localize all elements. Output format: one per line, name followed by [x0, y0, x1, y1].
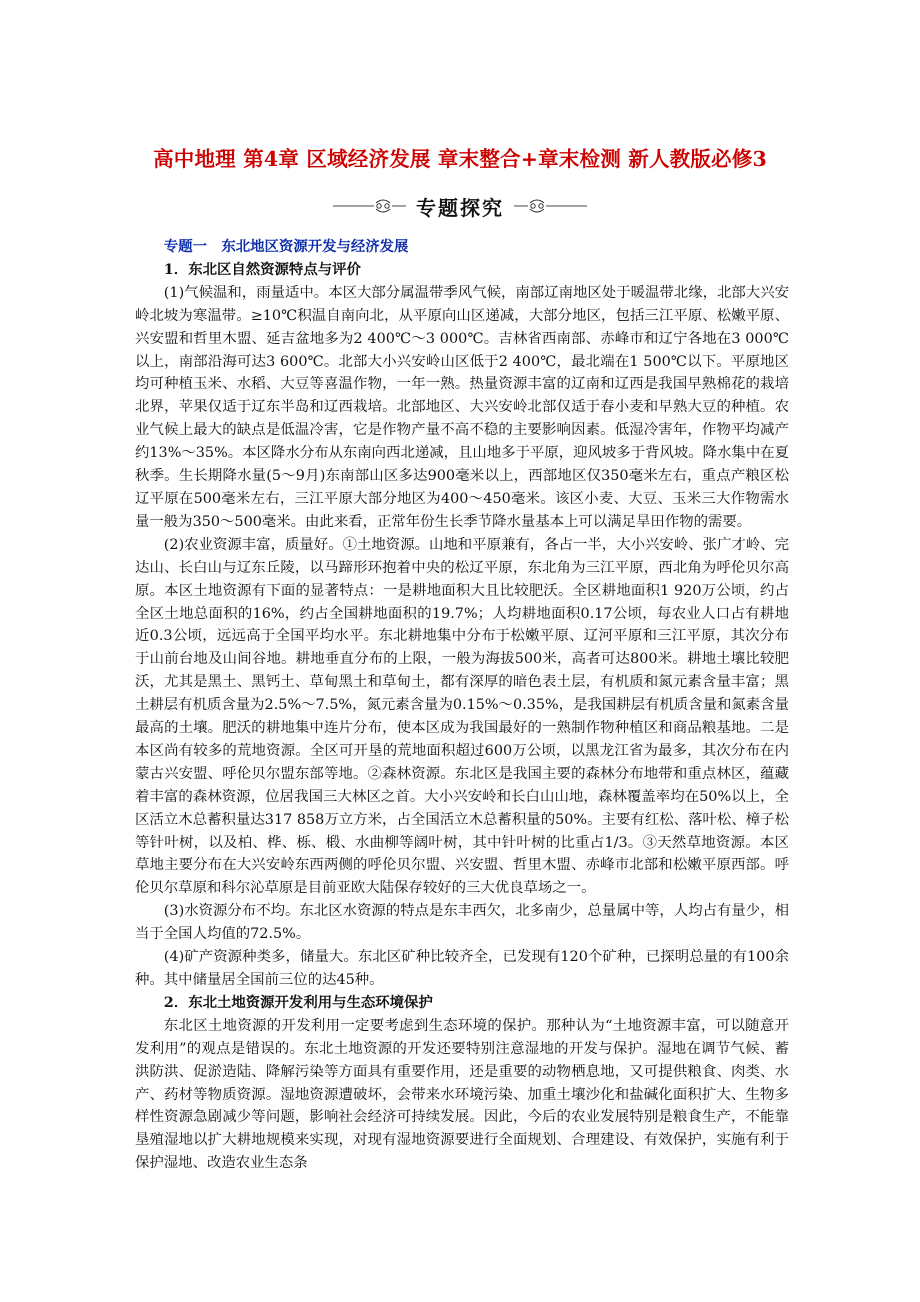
paragraph: (1)气候温和，雨量适中。本区大部分属温带季风气候，南部辽南地区处于暖温带北缘，北部大兴安岭北坡为寒温带。≥10℃积温自南向北，从平原向山区递减，大部分地区，包括三江平原、松嫩平原、兴安盟和哲里木盟、延吉盆地多为2 400℃～3 000℃。吉林省西南部、赤峰市和辽宁各地在3 000℃以上，南部沿海可达3 600℃。北部大小兴安岭山区低于2 400℃，最北端在1 500℃以下。平原地区均可种植玉米、水稻、大豆等喜温作物，一年一熟。热量资源丰富的辽南和辽西是我国早熟棉花的栽培北界，苹果仅适于辽东半岛和辽西栽培。北部地区、大兴安岭北部仅适于春小麦和早熟大豆的种植。农业气候上最大的缺点是低温冷害，它是作物产量不高不稳的主要影响因素。低湿冷害年，作物平均减产约13%～35%。本区降水分布从东南向西北递减，且山地多于平原，迎风坡多于背风坡。降水集中在夏秋季。生长期降水量(5～9月)东南部山区多达900毫米以上，西部地区仅350毫米左右，重点产粮区松辽平原在500毫米左右，三江平原大部分地区为400～450毫米。该区小麦、大豆、玉米三大作物需水量一般为350～500毫米。由此来看，正常年份生长季节降水量基本上可以满足旱田作物的需要。 — [135, 284, 789, 530]
paragraph: (4)矿产资源种类多，储量大。东北区矿种比较齐全，已发现有120个矿种，已探明总量的有100余种。其中储量居全国前三位的达45种。 — [135, 949, 789, 988]
section-heading: 1．东北区自然资源特点与评价 — [163, 260, 361, 278]
document-body — [135, 236, 789, 1175]
paragraph: (3)水资源分布不均。东北区水资源的特点是东丰西欠，北多南少，总量属中等，人均占有量少，相当于全国人均值的72.5%。 — [135, 903, 789, 943]
topic-heading: 专题一 东北地区资源开发与经济发展 — [163, 238, 409, 255]
page-title: 高中地理 第4章 区域经济发展 章末整合+章末检测 新人教版必修3 — [153, 147, 767, 171]
paragraph: 东北区土地资源的开发利用一定要考虑到生态环境的保护。那种认为“土地资源丰富，可以随意开发利用”的观点是错误的。东北土地资源的开发还要特别注意湿地的开发与保护。湿地在调节气候、蓄洪防洪、促淤造陆、降解污染等方面具有重要作用，还是重要的动物栖息地，又可提供粮食、肉类、水产、药材等物质资源。湿地资源遭破坏，会带来水环境污染、加重土壤沙化和盐碱化面积扩大、生物多样性资源急剧减少等问题，影响社会经济可持续发展。因此，今后的农业发展特别是粮食生产，不能靠垦殖湿地以扩大耕地规模来实现，对现有湿地资源要进行全面规划、合理建设、有效保护，实施有利于保护湿地、改造农业生态条 — [135, 1017, 789, 1172]
paragraph: (2)农业资源丰富，质量好。①土地资源。山地和平原兼有，各占一半，大小兴安岭、张广才岭、完达山、长白山与辽东丘陵，以马蹄形环抱着中央的松辽平原，东北角为三江平原，西北角为呼伦贝尔高原。本区土地资源有下面的显著特点：一是耕地面积大且比较肥沃。全区耕地面积1 920万公顷，约占全区土地总面积的16%，约占全国耕地面积的19.7%；人均耕地面积0.17公顷，每农业人口占有耕地近0.3公顷，远远高于全国平均水平。东北耕地集中分布于松嫩平原、辽河平原和三江平原，其次分布于山前台地及山间谷地。耕地垂直分布的上限，一般为海拔500米，高者可达800米。耕地土壤比较肥沃，尤其是黑土、黑钙土、草甸黑土和草甸土，都有深厚的暗色表土层，有机质和氮元素含量丰富；黑土耕层有机质含量为2.5%～7.5%，氮元素含量为0.15%～0.35%，是我国耕层有机质含量和氮素含量最高的土壤。肥沃的耕地集中连片分布，使本区成为我国最好的一熟制作物种植区和商品粮基地。二是本区尚有较多的荒地资源。全区可开垦的荒地面积超过600万公顷，以黑龙江省为最多，其次分布在内蒙古兴安盟、呼伦贝尔盟东部等地。②森林资源。东北区是我国主要的森林分布地带和重点林区，蕴藏着丰富的森林资源，位居我国三大林区之首。大小兴安岭和长白山山地，森林覆盖率均在50%以上，全区活立木总蓄积量达317 858万立方米，占全国活立木总蓄积量的50%。主要有红松、落叶松、樟子松等针叶树，以及柏、桦、栎、椴、水曲柳等阔叶树，其中针叶树的比重占1/3。③天然草地资源。本区草地主要分布在大兴安岭东西两侧的呼伦贝尔盟、兴安盟、哲里木盟、赤峰市北部和松嫩平原西部。呼伦贝尔草原和科尔沁草原是目前亚欧大陆保存较好的三大优良草场之一。 — [135, 536, 789, 897]
section-heading: 2．东北土地资源开发利用与生态环境保护 — [163, 993, 433, 1011]
banner-title: 专题探究 — [416, 196, 504, 220]
section-banner — [0, 188, 920, 224]
